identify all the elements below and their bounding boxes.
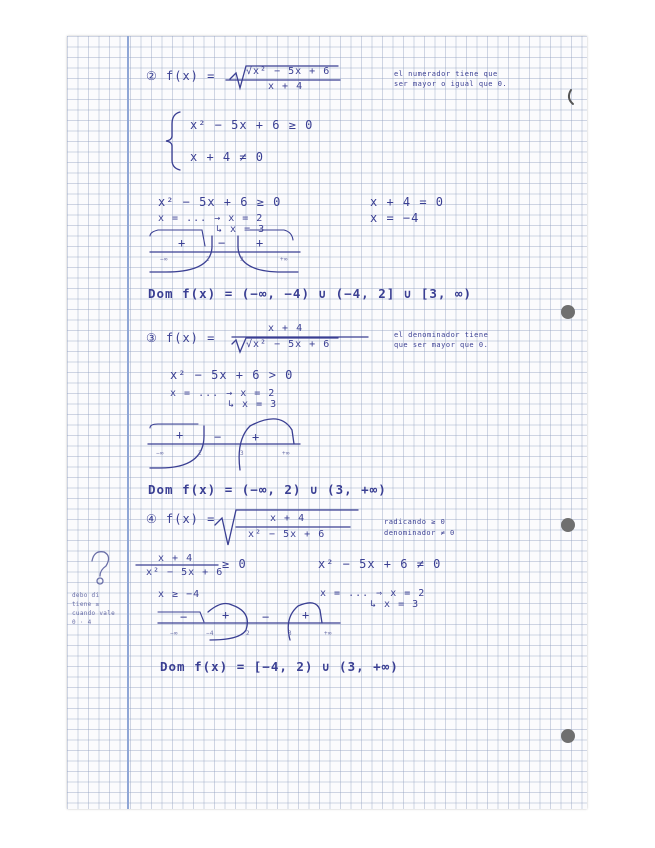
binder-hole-middle bbox=[561, 518, 575, 532]
ex1-note-line2: ser mayor o igual que 0. bbox=[394, 80, 508, 88]
ex3-minus-infinity: −∞ bbox=[170, 630, 178, 637]
ex2-note-line1: el denominador tiene bbox=[394, 331, 489, 339]
ex2-sign-2: − bbox=[214, 430, 223, 444]
ex3-side-note-1: debo di bbox=[72, 592, 100, 599]
ex2-number: ③ bbox=[146, 331, 158, 345]
ex3-domain: Dom f(x) = [−4, 2) ∪ (3, +∞) bbox=[160, 659, 399, 674]
ex3-inequality-relation: ≥ 0 bbox=[222, 557, 247, 571]
ex1-numerator: √x² − 5x + 6 bbox=[246, 66, 331, 77]
ex1-sign-1: + bbox=[178, 236, 187, 250]
ex3-sign-2: + bbox=[222, 608, 231, 622]
ex3-fraction-denominator: x² − 5x + 6 bbox=[146, 567, 224, 578]
ex1-sign-2: − bbox=[218, 236, 227, 250]
ex1-tick-2: 2 bbox=[206, 256, 210, 263]
ex2-numerator: x + 4 bbox=[268, 323, 304, 334]
ex1-tick-3: 3 bbox=[240, 256, 244, 263]
ex3-sign-4: + bbox=[302, 608, 311, 622]
ex1-inequality: x² − 5x + 6 ≥ 0 bbox=[158, 195, 282, 209]
ex3-note-line1: radicando ≥ 0 bbox=[384, 518, 446, 526]
ex2-tick-2: 2 bbox=[198, 450, 202, 457]
ex3-denominator: x² − 5x + 6 bbox=[248, 529, 326, 540]
binder-hole-top bbox=[561, 305, 575, 319]
margin-line bbox=[127, 36, 129, 809]
ex3-function-label: f(x) = bbox=[166, 512, 216, 526]
notebook-page bbox=[67, 36, 587, 809]
ex3-plus-infinity: +∞ bbox=[324, 630, 332, 637]
ex1-domain: Dom f(x) = (−∞, −4) ∪ (−4, 2] ∪ [3, ∞) bbox=[148, 286, 472, 301]
ex2-domain: Dom f(x) = (−∞, 2) ∪ (3, +∞) bbox=[148, 482, 387, 497]
ex3-number: ④ bbox=[146, 512, 158, 526]
ex3-sign-1: − bbox=[180, 610, 189, 624]
ex2-plus-infinity: +∞ bbox=[282, 450, 290, 457]
ex3-side-note-2: tiene ≥ bbox=[72, 601, 100, 608]
ex1-root-second: ↳ x = 3 bbox=[216, 224, 266, 235]
ex3-tick-2: 2 bbox=[246, 630, 250, 637]
ex1-minus-infinity: −∞ bbox=[160, 256, 168, 263]
ex3-root-second: ↳ x = 3 bbox=[370, 599, 420, 610]
ex3-tick-minus4: −4 bbox=[206, 630, 214, 637]
ex1-denominator-equation: x + 4 = 0 bbox=[370, 195, 445, 209]
ex2-sign-1: + bbox=[176, 428, 185, 442]
ex1-number: ② bbox=[146, 69, 158, 83]
ex2-function-label: f(x) = bbox=[166, 331, 216, 345]
ex1-function-label: f(x) = bbox=[166, 69, 216, 83]
ex3-side-note-4: 0 · 4 bbox=[72, 619, 92, 626]
ex2-root-second: ↳ x = 3 bbox=[228, 399, 278, 410]
ex1-plus-infinity: +∞ bbox=[280, 256, 288, 263]
binder-hole-bottom bbox=[561, 729, 575, 743]
ex3-numerator-solution: x ≥ −4 bbox=[158, 589, 201, 600]
ex2-sign-3: + bbox=[252, 430, 261, 444]
ex1-system-eq2: x + 4 ≠ 0 bbox=[190, 150, 265, 164]
ex2-roots: x = ... → x = 2 bbox=[170, 388, 276, 399]
ex3-fraction-numerator: x + 4 bbox=[158, 553, 194, 564]
ex3-side-note-3: cuando vale bbox=[72, 610, 116, 617]
ex3-roots: x = ... ⇒ x = 2 bbox=[320, 588, 426, 599]
ex3-denominator-inequality: x² − 5x + 6 ≠ 0 bbox=[318, 557, 442, 571]
ex3-tick-3: 3 bbox=[288, 630, 292, 637]
ex1-system-eq1: x² − 5x + 6 ≥ 0 bbox=[190, 118, 314, 132]
ex2-denominator: √x² − 5x + 6 bbox=[246, 339, 331, 350]
ex2-inequality: x² − 5x + 6 > 0 bbox=[170, 368, 294, 382]
ex2-note-line2: que ser mayor que 0. bbox=[394, 341, 489, 349]
ex2-tick-3: 3 bbox=[240, 450, 244, 457]
ex1-note-line1: el numerador tiene que bbox=[394, 70, 498, 78]
ex1-denominator: x + 4 bbox=[268, 81, 304, 92]
ex1-roots: x = ... → x = 2 bbox=[158, 213, 264, 224]
ex1-denominator-solution: x = −4 bbox=[370, 211, 420, 225]
ex3-numerator: x + 4 bbox=[270, 513, 306, 524]
ex3-sign-3: − bbox=[262, 610, 271, 624]
ex1-sign-3: + bbox=[256, 236, 265, 250]
ex3-note-line2: denominador ≠ 0 bbox=[384, 529, 455, 537]
ex2-minus-infinity: −∞ bbox=[156, 450, 164, 457]
